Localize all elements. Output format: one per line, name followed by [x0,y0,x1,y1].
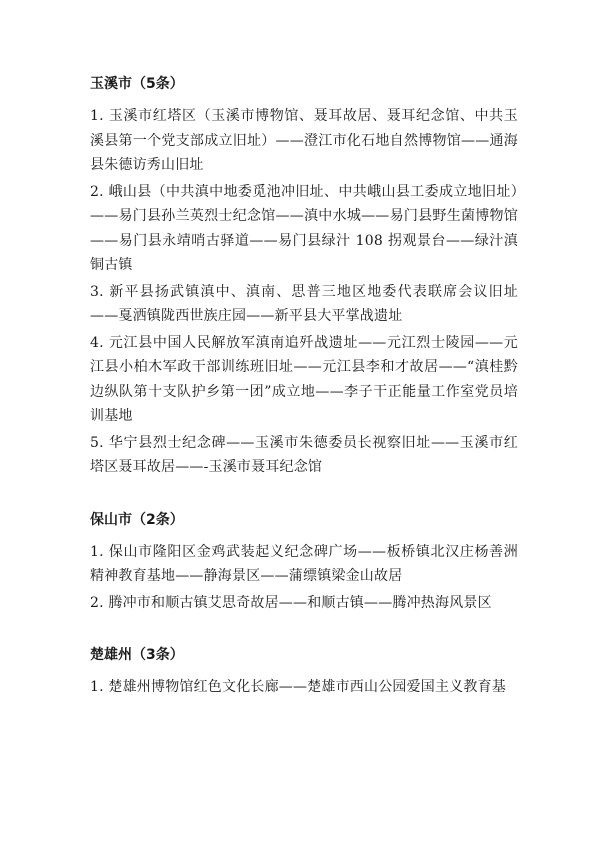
list-item: 2. 峨山县（中共滇中地委觅池冲旧址、中共峨山县工委成立地旧址）——易门县孙兰英烈士纪念馆——滇中水城——易门县野生菌博物馆——易门县永靖哨古驿道——易门县绿汁 108 拐观景台——绿汁滇铜古镇 [90,183,518,273]
section-title: 玉溪市（5条） [90,76,184,92]
section-title: 保山市（2条） [90,511,184,528]
list-item: 1. 玉溪市红塔区（玉溪市博物馆、聂耳故居、聂耳纪念馆、中共玉溪县第一个党支部成立旧址）——澄江市化石地自然博物馆——通海县朱德访秀山旧址 [90,108,518,173]
section-baoshan [90,508,518,616]
section-title: 楚雄州（3条） [90,647,184,663]
list-item: 1. 保山市隆阳区金鸡武装起义纪念碑广场——板桥镇北汉庄杨善洲精神教育基地——静海景区——蒲缥镇梁金山故居 [90,543,518,584]
section-chuxiong [90,643,518,700]
list-item: 1. 楚雄州博物馆红色文化长廊——楚雄市西山公园爱国主义教育基 [90,679,507,695]
list-item: 3. 新平县扬武镇滇中、滇南、思普三地区地委代表联席会议旧址——戛洒镇陇西世族庄园——新平县大平掌战遗址 [90,283,518,324]
section-yuxi [90,72,518,480]
list-item: 2. 腾冲市和顺古镇艾思奇故居——和顺古镇——腾冲热海风景区 [90,594,492,611]
list-item: 4. 元江县中国人民解放军滇南追歼战遗址——元江烈士陵园——元江县小柏木军政干部训练班旧址——元江县李和才故居——“滇桂黔边纵队第十支队护乡第一团”成立地——李子干正能量工作室党员培训基地 [90,334,518,424]
list-item: 5. 华宁县烈士纪念碑——玉溪市朱德委员长视察旧址——玉溪市红塔区聂耳故居——-玉溪市聂耳纪念馆 [90,434,518,475]
document-page [90,72,518,728]
